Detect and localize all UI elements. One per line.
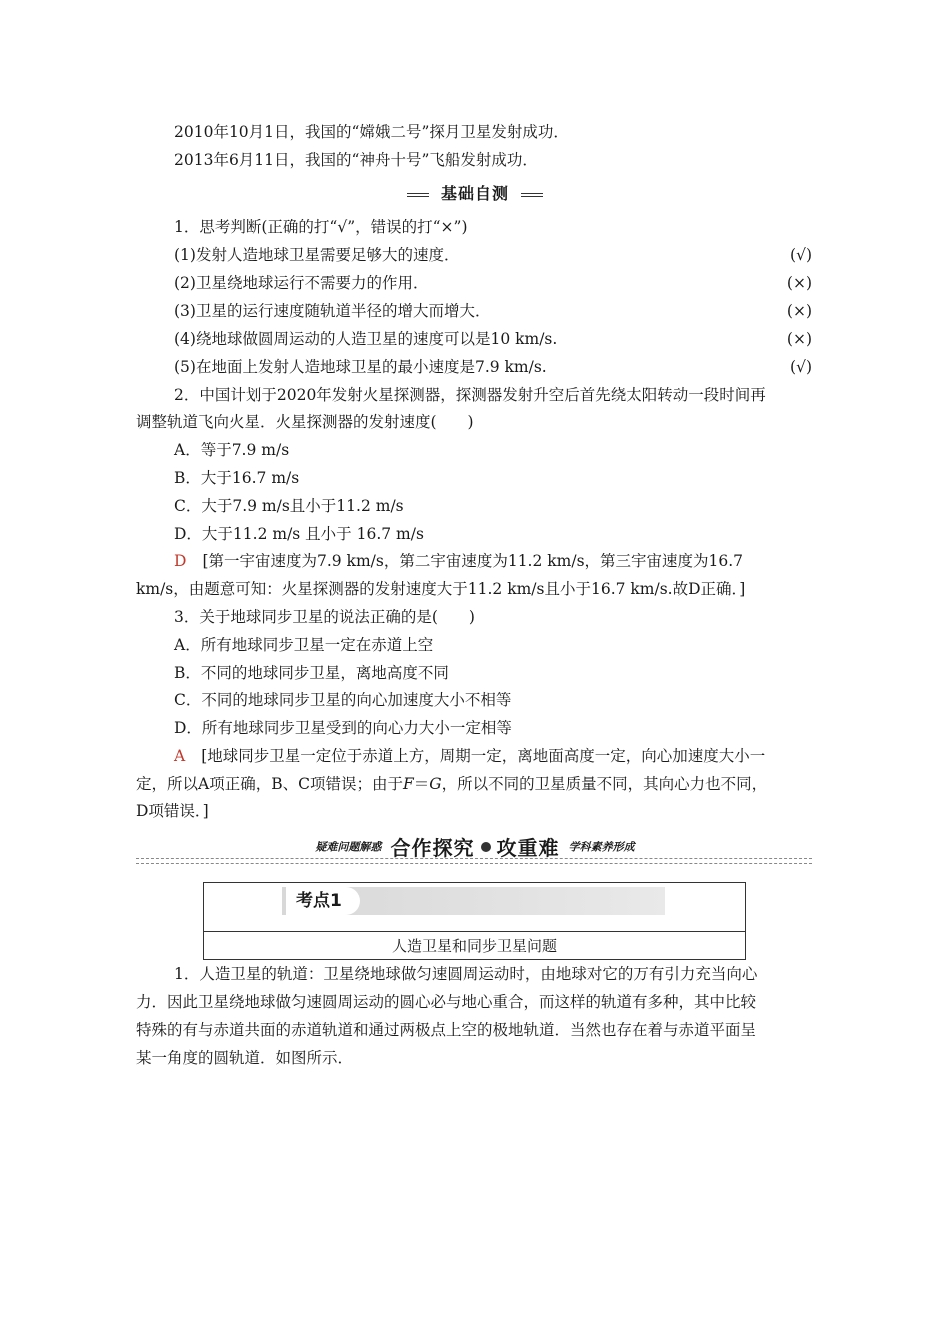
q3-explain-text-a: 定，所以A项正确，B、C项错误；由于 (136, 775, 403, 793)
q2-option-a: A．等于7.9 m/s (174, 441, 290, 459)
q2-stem-2: 调整轨道飞向火星．火星探测器的发射速度( ) (136, 413, 474, 431)
q1-item-3 (174, 297, 812, 325)
q1-item-mark: (√) (790, 246, 812, 264)
section-band-left: 疑难问题解惑 (315, 840, 382, 854)
q2-explain-text: [第一宇宙速度为7.9 km/s，第二宇宙速度为11.2 km/s，第三宇宙速度为16.7 (202, 552, 744, 570)
q1-item-text: (3)卫星的运行速度随轨道半径的增大而增大． (174, 302, 491, 320)
para1-line-1: 1．人造卫星的轨道：卫星绕地球做匀速圆周运动时，由地球对它的万有引力充当向心 (174, 965, 758, 983)
q1-stem: 1．思考判断(正确的打“√”，错误的打“×”) (174, 218, 468, 236)
kaodian-tag: 考点1 (286, 887, 360, 915)
q1-item-text: (4)绕地球做圆周运动的人造卫星的速度可以是10 km/s. (174, 330, 558, 348)
symbol-equals: ＝ (413, 775, 430, 793)
section-band-right: 学科素养形成 (568, 840, 635, 854)
q3-explain-2 (136, 770, 812, 798)
kaodian-box (203, 882, 746, 960)
q1-item-text: (2)卫星绕地球运行不需要力的作用． (174, 274, 429, 292)
kaodian-title: 人造卫星和同步卫星问题 (391, 937, 557, 955)
q3-option-a: A．所有地球同步卫星一定在赤道上空 (174, 636, 434, 654)
para1-line-4: 某一角度的圆轨道．如图所示． (136, 1049, 354, 1067)
q2-explain-1 (174, 547, 812, 575)
q1-item-text: (5)在地面上发射人造地球卫星的最小速度是7.9 km/s. (174, 358, 547, 376)
q3-option-b: B．不同的地球同步卫星，离地高度不同 (174, 664, 449, 682)
q3-explain-1 (174, 742, 812, 770)
q3-explain-3: D项错误．] (136, 802, 209, 820)
q3-option-d: D．所有地球同步卫星受到的向心力大小一定相等 (174, 719, 512, 737)
kaodian-header-row (204, 883, 745, 932)
q3-stem: 3．关于地球同步卫星的说法正确的是( ) (174, 608, 475, 626)
section-divider (136, 858, 812, 864)
para1-line-2: 力．因此卫星绕地球做匀速圆周运动的圆心必与地心重合，而这样的轨道有多种，其中比较 (136, 993, 757, 1011)
q2-option-d: D．大于11.2 m/s 且小于 16.7 m/s (174, 525, 424, 543)
section-band-dot-icon (481, 842, 491, 852)
q3-explain-text: [地球同步卫星一定位于赤道上方，周期一定，离地面高度一定，向心加速度大小一 (201, 747, 766, 765)
q1-item-mark: (×) (786, 274, 812, 292)
q2-answer: D (174, 552, 187, 570)
q2-option-c: C．大于7.9 m/s且小于11.2 m/s (174, 497, 404, 515)
symbol-f: F (402, 775, 414, 793)
para1-line-3: 特殊的有与赤道共面的赤道轨道和通过两极点上空的极地轨道．当然也存在着与赤道平面呈 (136, 1021, 757, 1039)
self-test-heading: 基础自测 (431, 182, 519, 206)
section-band-main-2: 攻重难 (496, 836, 560, 860)
q1-item-5 (174, 353, 812, 381)
q3-option-c: C．不同的地球同步卫星的向心加速度大小不相等 (174, 691, 512, 709)
symbol-g: G (429, 775, 442, 793)
self-test-banner (0, 182, 950, 208)
q1-item-1 (174, 241, 812, 269)
q3-answer: A (174, 747, 186, 765)
q1-item-text: (1)发射人造地球卫星需要足够大的速度． (174, 246, 460, 264)
q2-explain-2: km/s，由题意可知：火星探测器的发射速度大于11.2 km/s且小于16.7 km/s.故D正确．] (136, 580, 746, 598)
history-line-2: 2013年6月11日，我国的“神舟十号”飞船发射成功． (174, 151, 538, 169)
history-line-1: 2010年10月1日，我国的“嫦娥二号”探月卫星发射成功． (174, 123, 569, 141)
q1-item-4 (174, 325, 812, 353)
q1-item-mark: (×) (786, 330, 812, 348)
q1-item-2 (174, 269, 812, 297)
q1-item-mark: (×) (786, 302, 812, 320)
q3-explain-text-b: ，所以不同的卫星质量不同，其向心力也不同， (441, 775, 768, 793)
q1-item-mark: (√) (790, 358, 812, 376)
section-band-main-1: 合作探究 (390, 836, 475, 860)
q2-stem-1: 2．中国计划于2020年发射火星探测器，探测器发射升空后首先绕太阳转动一段时间再 (174, 386, 766, 404)
q2-option-b: B．大于16.7 m/s (174, 469, 300, 487)
